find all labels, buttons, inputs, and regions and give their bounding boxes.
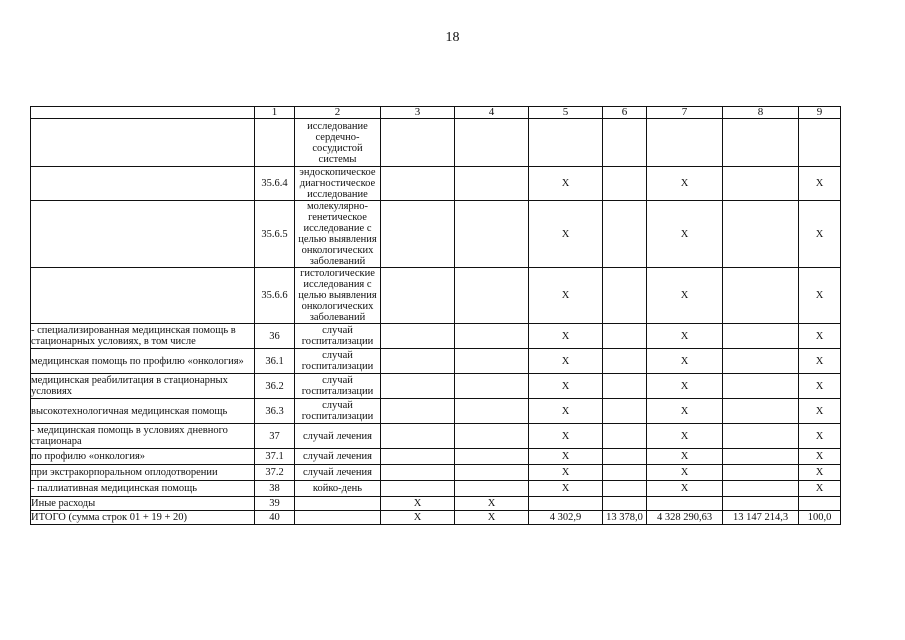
table-cell: X (799, 167, 841, 201)
table-cell: случай госпитализации (295, 349, 381, 374)
table-cell: случай госпитализации (295, 399, 381, 424)
table-cell (723, 481, 799, 497)
table-cell (723, 119, 799, 167)
table-cell: 35.6.5 (255, 201, 295, 268)
table-cell (31, 268, 255, 324)
table-cell (455, 399, 529, 424)
table-cell: X (529, 481, 603, 497)
table-cell: случай лечения (295, 424, 381, 449)
table-cell (255, 119, 295, 167)
table-cell: X (455, 497, 529, 511)
table-cell: X (529, 201, 603, 268)
table-cell (723, 497, 799, 511)
table-cell: 13 147 214,3 (723, 511, 799, 525)
header-cell: 8 (723, 107, 799, 119)
table-body (31, 107, 841, 525)
table-cell: X (799, 324, 841, 349)
table-cell: Иные расходы (31, 497, 255, 511)
table-cell: при экстракорпоральном оплодотворении (31, 465, 255, 481)
table-cell: X (647, 324, 723, 349)
table-cell (455, 449, 529, 465)
table-cell (723, 424, 799, 449)
header-cell: 4 (455, 107, 529, 119)
table-cell (455, 424, 529, 449)
table-cell: X (529, 374, 603, 399)
table-row (31, 481, 841, 497)
table-cell (381, 449, 455, 465)
table-cell: X (647, 481, 723, 497)
table-cell (603, 324, 647, 349)
table-cell (31, 201, 255, 268)
table-cell (603, 399, 647, 424)
table-cell (31, 167, 255, 201)
table-cell: 4 302,9 (529, 511, 603, 525)
table-row (31, 497, 841, 511)
table-cell (603, 424, 647, 449)
table-cell (603, 481, 647, 497)
table-row (31, 201, 841, 268)
table-cell: X (529, 324, 603, 349)
table-cell (647, 119, 723, 167)
table-cell: X (647, 167, 723, 201)
page-number: 18 (445, 30, 460, 45)
table-cell: X (799, 374, 841, 399)
table-cell (603, 201, 647, 268)
table-cell: X (381, 497, 455, 511)
table-cell (603, 449, 647, 465)
table-cell: X (647, 268, 723, 324)
table-cell: - медицинская помощь в условиях дневного стационара (31, 424, 255, 449)
table-row (31, 449, 841, 465)
table-cell: X (381, 511, 455, 525)
table-cell: случай лечения (295, 465, 381, 481)
table-cell: 36.2 (255, 374, 295, 399)
table-cell: по профилю «онкология» (31, 449, 255, 465)
table-cell (295, 497, 381, 511)
table-cell: X (799, 399, 841, 424)
table-cell (455, 268, 529, 324)
table-cell: X (529, 449, 603, 465)
table-cell: высокотехнологичная медицинская помощь (31, 399, 255, 424)
table-cell: X (799, 449, 841, 465)
table-cell: молекулярно-генетическое исследование с целью выявления онкологических заболеваний (295, 201, 381, 268)
table-cell: - специализированная медицинская помощь в стационарных условиях, в том числе (31, 324, 255, 349)
table-cell: X (529, 268, 603, 324)
table-cell: 35.6.4 (255, 167, 295, 201)
table-cell: X (647, 399, 723, 424)
table-cell (455, 119, 529, 167)
table-cell: X (647, 201, 723, 268)
table-cell: 100,0 (799, 511, 841, 525)
table-cell: 13 378,0 (603, 511, 647, 525)
table-cell: X (529, 424, 603, 449)
table-cell: X (455, 511, 529, 525)
table-cell (455, 201, 529, 268)
table-cell: X (529, 465, 603, 481)
table-cell (381, 167, 455, 201)
header-cell: 7 (647, 107, 723, 119)
table-cell: 37.2 (255, 465, 295, 481)
table-cell: 39 (255, 497, 295, 511)
table-cell: - паллиативная медицинская помощь (31, 481, 255, 497)
table-cell: 36.3 (255, 399, 295, 424)
table-cell: 4 328 290,63 (647, 511, 723, 525)
table-cell (799, 497, 841, 511)
table-cell (723, 167, 799, 201)
table-cell (455, 465, 529, 481)
table-cell: X (799, 268, 841, 324)
table-cell (603, 167, 647, 201)
table-cell (455, 481, 529, 497)
table-cell (381, 349, 455, 374)
table-cell (603, 465, 647, 481)
table-cell: случай госпитализации (295, 324, 381, 349)
table-cell: X (647, 449, 723, 465)
table-cell: X (647, 424, 723, 449)
table-cell (799, 119, 841, 167)
table-cell: X (529, 349, 603, 374)
table-cell (455, 374, 529, 399)
table-cell (723, 399, 799, 424)
table-cell (381, 119, 455, 167)
table-cell: X (799, 349, 841, 374)
table-cell (723, 374, 799, 399)
table-cell: 36.1 (255, 349, 295, 374)
table-cell: X (529, 167, 603, 201)
table-row (31, 268, 841, 324)
table-cell: X (647, 349, 723, 374)
table-cell: медицинская помощь по профилю «онкология» (31, 349, 255, 374)
table-cell: X (647, 465, 723, 481)
budget-table (30, 106, 841, 525)
header-cell (31, 107, 255, 119)
table-cell: эндоскопическое диагностическое исследование (295, 167, 381, 201)
table-cell (381, 268, 455, 324)
table-cell (603, 349, 647, 374)
table-row (31, 324, 841, 349)
table-cell (647, 497, 723, 511)
table-row (31, 374, 841, 399)
table-cell (381, 324, 455, 349)
table-cell (723, 449, 799, 465)
table-cell (381, 399, 455, 424)
table-cell (723, 324, 799, 349)
table-cell: X (799, 201, 841, 268)
table-cell (603, 497, 647, 511)
table-cell: X (647, 374, 723, 399)
header-cell: 5 (529, 107, 603, 119)
table-cell (455, 167, 529, 201)
table-cell: случай лечения (295, 449, 381, 465)
header-cell: 6 (603, 107, 647, 119)
table-cell: 37.1 (255, 449, 295, 465)
table-cell: гистологические исследования с целью выявления онкологических заболеваний (295, 268, 381, 324)
header-cell: 3 (381, 107, 455, 119)
table-row (31, 424, 841, 449)
table-cell: X (799, 465, 841, 481)
table-cell: случай госпитализации (295, 374, 381, 399)
header-cell: 9 (799, 107, 841, 119)
table-cell (529, 119, 603, 167)
header-cell: 1 (255, 107, 295, 119)
table-cell: медицинская реабилитация в стационарных условиях (31, 374, 255, 399)
table-cell: X (799, 481, 841, 497)
table-cell (603, 374, 647, 399)
table-cell: ИТОГО (сумма строк 01 + 19 + 20) (31, 511, 255, 525)
table-cell (723, 465, 799, 481)
table-cell (723, 349, 799, 374)
table-cell (381, 465, 455, 481)
table-row (31, 511, 841, 525)
table-row (31, 465, 841, 481)
table-cell: исследование сердечно-сосудистой системы (295, 119, 381, 167)
table-cell: койко-день (295, 481, 381, 497)
table-cell (381, 201, 455, 268)
table-cell: 35.6.6 (255, 268, 295, 324)
table-cell: 40 (255, 511, 295, 525)
table-cell: 36 (255, 324, 295, 349)
table-cell (603, 119, 647, 167)
table-cell: X (799, 424, 841, 449)
table-row (31, 167, 841, 201)
header-cell: 2 (295, 107, 381, 119)
table-row (31, 349, 841, 374)
table-cell (381, 374, 455, 399)
table-cell: 38 (255, 481, 295, 497)
table-cell (295, 511, 381, 525)
table-header-row (31, 107, 841, 119)
table-row (31, 399, 841, 424)
table-cell (381, 481, 455, 497)
table-cell (603, 268, 647, 324)
table-cell (723, 268, 799, 324)
table-cell (529, 497, 603, 511)
table-cell: 37 (255, 424, 295, 449)
table-cell (455, 349, 529, 374)
table-cell: X (529, 399, 603, 424)
table-cell (723, 201, 799, 268)
table-row (31, 119, 841, 167)
table-cell (381, 424, 455, 449)
table-cell (31, 119, 255, 167)
table-cell (455, 324, 529, 349)
